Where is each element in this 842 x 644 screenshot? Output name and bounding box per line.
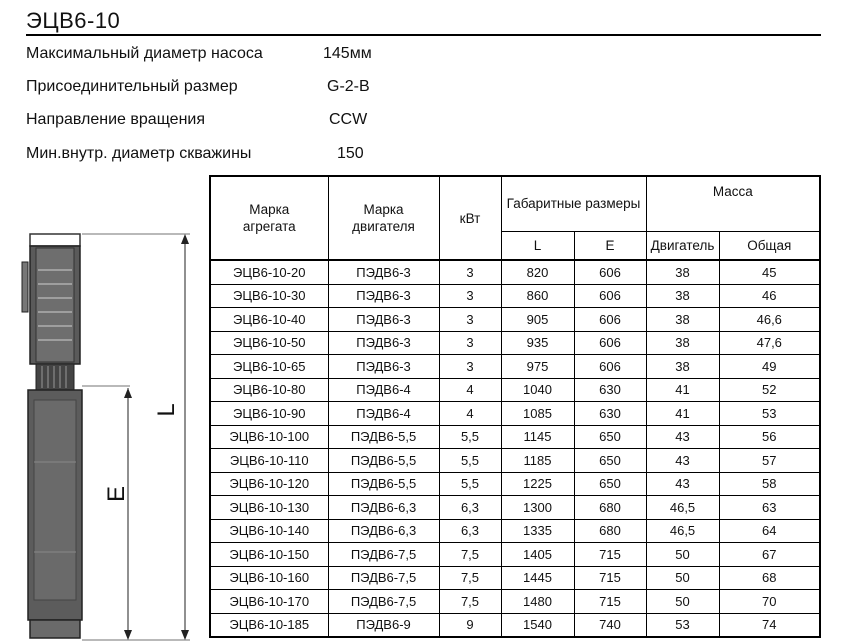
table-row [210, 308, 820, 332]
header-dimensions [501, 176, 646, 232]
spec-value: CCW [329, 111, 368, 128]
header-mass-motor: Двигатель [646, 232, 719, 261]
cell-motor-model: ПЭДВ6-7,5 [328, 590, 439, 614]
table-row [210, 378, 820, 402]
cell-motor-model: ПЭДВ6-5,5 [328, 449, 439, 473]
cell-mass-motor: 43 [646, 425, 719, 449]
dimension-arrow [124, 388, 132, 398]
cell-mass-motor: 38 [646, 284, 719, 308]
cell-power-kw: 4 [439, 402, 501, 426]
cell-length-L: 1405 [501, 543, 574, 567]
cell-motor-model: ПЭДВ6-6,3 [328, 519, 439, 543]
header-motor-model: Марка двигателя [328, 176, 439, 260]
spec-label: Присоединительный размер [26, 78, 238, 95]
cell-mass-total: 67 [719, 543, 820, 567]
cell-power-kw: 6,3 [439, 519, 501, 543]
pump-spec-table [209, 175, 821, 638]
table-row [210, 425, 820, 449]
cell-unit-model: ЭЦВ6-10-90 [210, 402, 328, 426]
cell-unit-model: ЭЦВ6-10-140 [210, 519, 328, 543]
table-row [210, 284, 820, 308]
pump-section-inner [36, 248, 74, 362]
cell-power-kw: 5,5 [439, 425, 501, 449]
cell-length-E: 680 [574, 496, 646, 520]
cell-length-E: 715 [574, 543, 646, 567]
cell-power-kw: 4 [439, 378, 501, 402]
cell-length-E: 650 [574, 449, 646, 473]
pump-motor-base [30, 620, 80, 638]
cell-length-E: 630 [574, 378, 646, 402]
pump-head [30, 234, 80, 246]
table-row [210, 543, 820, 567]
cell-unit-model: ЭЦВ6-10-110 [210, 449, 328, 473]
cell-unit-model: ЭЦВ6-10-160 [210, 566, 328, 590]
cell-power-kw: 3 [439, 331, 501, 355]
cell-length-E: 650 [574, 425, 646, 449]
spec-label: Максимальный диаметр насоса [26, 45, 263, 62]
title-divider [26, 34, 821, 36]
cell-motor-model: ПЭДВ6-6,3 [328, 496, 439, 520]
cell-mass-total: 57 [719, 449, 820, 473]
table-row [210, 331, 820, 355]
pump-side-bracket [22, 262, 28, 312]
cell-length-L: 1335 [501, 519, 574, 543]
cell-unit-model: ЭЦВ6-10-185 [210, 613, 328, 637]
cell-unit-model: ЭЦВ6-10-80 [210, 378, 328, 402]
cell-length-E: 715 [574, 566, 646, 590]
cell-mass-total: 49 [719, 355, 820, 379]
pump-diagram [0, 222, 200, 644]
cell-unit-model: ЭЦВ6-10-130 [210, 496, 328, 520]
cell-length-E: 606 [574, 284, 646, 308]
cell-unit-model: ЭЦВ6-10-65 [210, 355, 328, 379]
cell-length-E: 606 [574, 260, 646, 284]
table-row [210, 402, 820, 426]
cell-mass-motor: 50 [646, 566, 719, 590]
cell-mass-total: 47,6 [719, 331, 820, 355]
dimension-arrow [124, 630, 132, 640]
cell-length-L: 1445 [501, 566, 574, 590]
header-mass [646, 176, 820, 232]
cell-length-E: 606 [574, 355, 646, 379]
cell-length-E: 606 [574, 308, 646, 332]
cell-mass-total: 53 [719, 402, 820, 426]
table-row [210, 613, 820, 637]
cell-length-L: 935 [501, 331, 574, 355]
cell-length-L: 860 [501, 284, 574, 308]
cell-length-L: 1085 [501, 402, 574, 426]
table-body [210, 260, 820, 637]
cell-motor-model: ПЭДВ6-5,5 [328, 425, 439, 449]
cell-length-E: 680 [574, 519, 646, 543]
cell-power-kw: 6,3 [439, 496, 501, 520]
dimension-arrow [181, 630, 189, 640]
cell-length-E: 650 [574, 472, 646, 496]
header-mass-total: Общая [719, 232, 820, 261]
dimension-arrow [181, 234, 189, 244]
cell-mass-total: 45 [719, 260, 820, 284]
cell-motor-model: ПЭДВ6-3 [328, 260, 439, 284]
cell-length-L: 975 [501, 355, 574, 379]
cell-power-kw: 5,5 [439, 472, 501, 496]
cell-mass-motor: 38 [646, 260, 719, 284]
cell-mass-total: 63 [719, 496, 820, 520]
cell-mass-total: 70 [719, 590, 820, 614]
table-row [210, 472, 820, 496]
spec-value: 145мм [323, 45, 372, 62]
cell-motor-model: ПЭДВ6-7,5 [328, 566, 439, 590]
pump-motor-inner [34, 400, 76, 600]
table-row [210, 260, 820, 284]
cell-power-kw: 9 [439, 613, 501, 637]
cell-power-kw: 5,5 [439, 449, 501, 473]
cell-power-kw: 7,5 [439, 590, 501, 614]
table-row [210, 355, 820, 379]
cell-mass-motor: 53 [646, 613, 719, 637]
table-row [210, 519, 820, 543]
cell-unit-model: ЭЦВ6-10-150 [210, 543, 328, 567]
cell-mass-total: 46 [719, 284, 820, 308]
cell-mass-motor: 50 [646, 543, 719, 567]
cell-mass-motor: 46,5 [646, 496, 719, 520]
cell-unit-model: ЭЦВ6-10-100 [210, 425, 328, 449]
cell-power-kw: 3 [439, 355, 501, 379]
cell-power-kw: 3 [439, 284, 501, 308]
cell-motor-model: ПЭДВ6-5,5 [328, 472, 439, 496]
cell-motor-model: ПЭДВ6-4 [328, 378, 439, 402]
cell-mass-total: 64 [719, 519, 820, 543]
header-unit-model: Марка агрегата [210, 176, 328, 260]
cell-unit-model: ЭЦВ6-10-120 [210, 472, 328, 496]
cell-mass-motor: 41 [646, 402, 719, 426]
cell-length-E: 606 [574, 331, 646, 355]
cell-motor-model: ПЭДВ6-3 [328, 284, 439, 308]
cell-power-kw: 7,5 [439, 543, 501, 567]
spec-label: Мин.внутр. диаметр скважины [26, 145, 252, 162]
header-dimensions-label: Габаритные размеры [506, 196, 641, 211]
cell-mass-motor: 38 [646, 355, 719, 379]
cell-length-L: 1185 [501, 449, 574, 473]
cell-power-kw: 7,5 [439, 566, 501, 590]
dimension-label-E: E [103, 485, 130, 503]
cell-mass-motor: 50 [646, 590, 719, 614]
cell-mass-motor: 43 [646, 449, 719, 473]
cell-length-L: 905 [501, 308, 574, 332]
cell-mass-total: 68 [719, 566, 820, 590]
spec-label: Направление вращения [26, 111, 206, 128]
cell-mass-motor: 38 [646, 331, 719, 355]
cell-mass-total: 56 [719, 425, 820, 449]
cell-unit-model: ЭЦВ6-10-30 [210, 284, 328, 308]
cell-unit-model: ЭЦВ6-10-170 [210, 590, 328, 614]
page-title: ЭЦВ6-10 [26, 8, 121, 33]
cell-motor-model: ПЭДВ6-9 [328, 613, 439, 637]
cell-mass-total: 58 [719, 472, 820, 496]
table-row [210, 590, 820, 614]
cell-length-E: 630 [574, 402, 646, 426]
dimension-label-L: L [153, 403, 180, 417]
cell-mass-total: 46,6 [719, 308, 820, 332]
cell-mass-total: 52 [719, 378, 820, 402]
header-length-L: L [501, 232, 574, 261]
cell-unit-model: ЭЦВ6-10-20 [210, 260, 328, 284]
cell-length-L: 1145 [501, 425, 574, 449]
cell-mass-motor: 43 [646, 472, 719, 496]
cell-length-E: 740 [574, 613, 646, 637]
header-mass-label: Масса [712, 184, 753, 199]
cell-length-L: 1040 [501, 378, 574, 402]
cell-length-L: 1480 [501, 590, 574, 614]
cell-mass-motor: 38 [646, 308, 719, 332]
cell-unit-model: ЭЦВ6-10-50 [210, 331, 328, 355]
cell-motor-model: ПЭДВ6-3 [328, 355, 439, 379]
cell-motor-model: ПЭДВ6-7,5 [328, 543, 439, 567]
header-length-E: E [574, 232, 646, 261]
header-power-kw: кВт [439, 176, 501, 260]
cell-motor-model: ПЭДВ6-3 [328, 308, 439, 332]
cell-length-L: 1300 [501, 496, 574, 520]
cell-unit-model: ЭЦВ6-10-40 [210, 308, 328, 332]
table-row [210, 496, 820, 520]
cell-length-L: 1225 [501, 472, 574, 496]
table-row [210, 566, 820, 590]
cell-power-kw: 3 [439, 260, 501, 284]
cell-length-E: 715 [574, 590, 646, 614]
spec-value: G-2-B [327, 78, 370, 95]
cell-mass-motor: 41 [646, 378, 719, 402]
cell-length-L: 820 [501, 260, 574, 284]
table-row [210, 449, 820, 473]
cell-length-L: 1540 [501, 613, 574, 637]
cell-motor-model: ПЭДВ6-4 [328, 402, 439, 426]
cell-mass-total: 74 [719, 613, 820, 637]
spec-value: 150 [337, 145, 364, 162]
cell-power-kw: 3 [439, 308, 501, 332]
cell-motor-model: ПЭДВ6-3 [328, 331, 439, 355]
cell-mass-motor: 46,5 [646, 519, 719, 543]
